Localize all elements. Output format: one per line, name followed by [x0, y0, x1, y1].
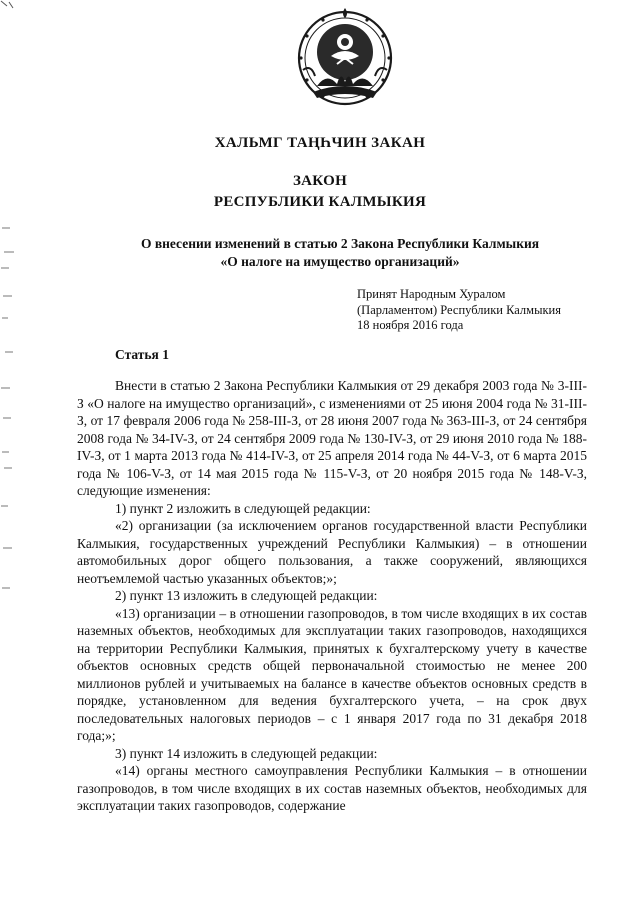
document-title-line1: ЗАКОН	[292, 173, 348, 189]
article-paragraph: 1) пункт 2 изложить в следующей редакции:	[115, 500, 371, 516]
adoption-note-line2: (Парламентом) Республики Калмыкия	[357, 302, 561, 317]
article-paragraph: 2) пункт 13 изложить в следующей редакции:	[115, 588, 378, 603]
article-paragraph: 3) пункт 14 изложить в следующей редакции:	[115, 745, 378, 761]
law-subject-line1: О внесении изменений в статью 2 Закона Республики Калмыкия	[140, 236, 540, 251]
adoption-note-line1: Принят Народным Хуралом	[357, 287, 506, 301]
article-paragraph: «2) организации (за исключением органов государственной власти Республики Калмыкия, государственных учреждений Республики Калмыкия) – в отношении автомобильных дорог общего пользования, а также сооружений, являющихся неотъемлемой частью указанных объектов;»;	[77, 518, 587, 586]
document-title	[0, 171, 640, 213]
law-subject	[60, 235, 620, 271]
adoption-note-date: 18 ноября 2016 года	[357, 318, 464, 332]
document-title-line2: РЕСПУБЛИКИ КАЛМЫКИЯ	[213, 194, 427, 210]
article-heading: Статья 1	[115, 347, 169, 362]
adoption-note	[357, 287, 561, 334]
article-paragraph: «13) организации – в отношении газопроводов, в том числе входящих в их состав наземных объектов, необходимых для эксплуатации таких газопроводов, находящихся на территории Республики Калмыкия, принятых к бухгалтерскому учету в качестве объектов основных средств общей первоначальной стоимостью не менее 200 миллионов рублей и учитываемых на балансе в качестве объектов основных средств в порядке, установленном для ведения бухгалтерского учета, – на срок двух последовательных налоговых периодов – с 1 января 2017 года по 31 декабря 2018 года;»;	[77, 605, 587, 743]
article-paragraph: «14) органы местного самоуправления Республики Калмыкия – в отношении газопроводов, в том числе входящих в их состав наземных объектов, необходимых для эксплуатации таких газопроводов, содержание	[77, 763, 587, 813]
article-body	[77, 377, 587, 815]
article-paragraph: Внести в статью 2 Закона Республики Калмыкия от 29 декабря 2003 года № 3-III-З «О налоге на имущество организаций», с изменениями от 25 июня 2004 года № 31-III-З, от 17 февраля 2006 года № 258-III-З, от 28 июня 2007 года № 363-III-З, от 24 сентября 2008 года № 34-IV-З, от 24 сентября 2009 года № 130-IV-З, от 29 июня 2010 года № 188-IV-З, от 1 марта 2013 года № 414-IV-З, от 25 апреля 2014 года № 44-V-З, от 6 марта 2015 года № 106-V-З, от 14 мая 2015 года № 115-V-З, от 20 ноября 2015 года № 148-V-З, следующие изменения:	[77, 378, 587, 498]
law-subject-line2: «О налоге на имущество организаций»	[220, 254, 460, 269]
state-emblem-seal	[293, 6, 397, 110]
title-kalmyk: ХАЛЬМГ ТАҢҺЧИН ЗАКАН	[214, 135, 426, 151]
